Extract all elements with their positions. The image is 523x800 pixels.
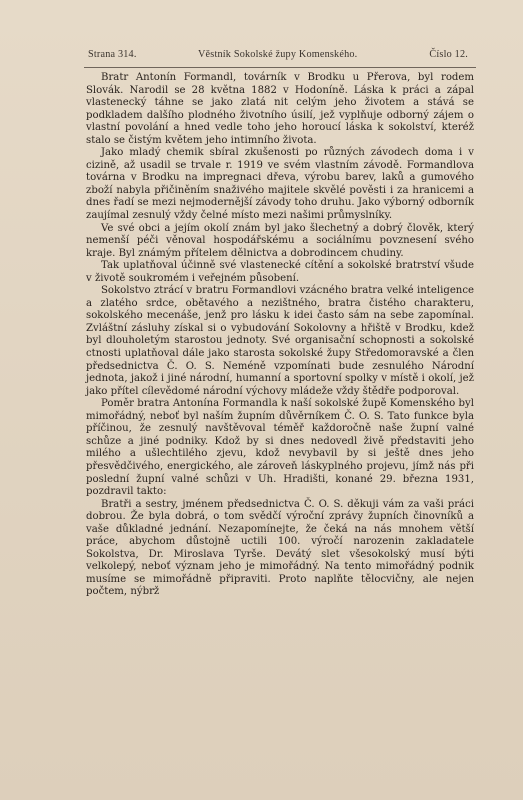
page-header [88, 49, 468, 65]
issue-number: Číslo 12. [429, 49, 468, 60]
paragraph-intro: Bratr Antonín Formandl, továrník v Brodku u Přerova, byl rodem Slovák. Narodil se 28 května 1882 v Hodoníně. Láska k práci a zápal vlastenecký táhne se jako zlatá nit celým jeho životem a stává se podkladem dalšího plodného životního úsilí, jež vyplňuje odborný zájem o vlastní povolání a hned vedle toho jeho horoucí láska k sokolství, kteréž stalo se čistým květem jeho intimního života. [86, 72, 474, 146]
paragraph-sokol-loss: Sokolstvo ztrácí v bratru Formandlovi vzácného bratra velké inteligence a zlatého srdce, obětavého a nezištného, bratra čistého charakteru, sokolského mecenáše, jenž pro lásku k idei často sám na sebe zapomínal. Zvláštní zásluhy získal si o vybudování Sokolovny a hřiště v Brodku, kdež byl dlouholetým starostou jednoty. Své organisační schopnosti a sokolské ctnosti uplatňoval dále jako starosta sokolské župy Středomoravské a člen předsednictva Č. O. S. Neméně vzpomínati bude zesnulého Národní jednota, jakož i jiné národní, humanní a sportovní spolky v místě i okolí, jež jako přítel cílevědomé národní výchovy mládeže vždy štědře podporoval. [86, 285, 474, 397]
article-body [86, 72, 474, 599]
journal-title: Věstník Sokolské župy Komenského. [198, 49, 358, 60]
paragraph-community: Ve své obci a jejím okolí znám byl jako šlechetný a dobrý člověk, který nemenší péči věnoval hospodářskému a sociálnímu povznesení svého kraje. Byl známým přítelem dělnictva a dobrodincem chudiny. [86, 222, 474, 259]
header-rule [84, 67, 476, 68]
paragraph-district-relation: Poměr bratra Antonína Formandla k naší sokolské župě Komenského byl mimořádný, neboť byl naším župním důvěrníkem Č. O. S. Tato funkce byla příčinou, že zesnulý navštěvoval téměř každoročně naše župní valné schůze a jiné podniky. Kdož by si dnes nedovedl živě představiti jeho milého a ušlechtilého zjevu, kdož nevybavil by si ještě dnes jeho přesvědčivého, energického, ale zároveň láskyplného projevu, jímž nás při poslední župní valné schůzi v Uh. Hradišti, konané 29. března 1931, pozdravil takto: [86, 398, 474, 498]
paragraph-career: Jako mladý chemik sbíral zkušenosti po různých závodech doma i v cizině, až usadil se trvale r. 1919 ve svém vlastním závodě. Formandlova továrna v Brodku na impregnaci dřeva, výrobu barev, laků a gumového zboží nabyla přičiněním snaživého majitele skvělé pověsti i za hranicemi a dnes řadí se mezi nejmodernější závody toho druhu. Jako výborný odborník zaujímal zesnulý vždy čelné místo mezi našimi průmyslníky. [86, 147, 474, 222]
paragraph-brotherhood: Tak uplatňoval účinně své vlastenecké cítění a sokolské bratrství všude v životě soukromém i veřejném působení. [86, 260, 474, 284]
page-number-label: Strana 314. [88, 49, 137, 60]
paragraph-speech-quote: Bratři a sestry, jménem předsednictva Č. O. S. děkuji vám za vaši práci dobrou. Že byla dobrá, o tom svědčí výroční zprávy župních činovníků a vaše důkladné jednání. Nezapomínejte, že čeká na nás mnohem větší práce, abychom důstojně uctili 100. výročí narozenin zakladatele Sokolstva, Dr. Miroslava Tyrše. Devátý slet všesokolský musí býti velkolepý, neboť význam jeho je mimořádný. Na tento mimořádný podnik musíme se mimořádně připraviti. Proto naplňte tělocvičny, ale nejen počtem, nýbrž [86, 498, 474, 598]
